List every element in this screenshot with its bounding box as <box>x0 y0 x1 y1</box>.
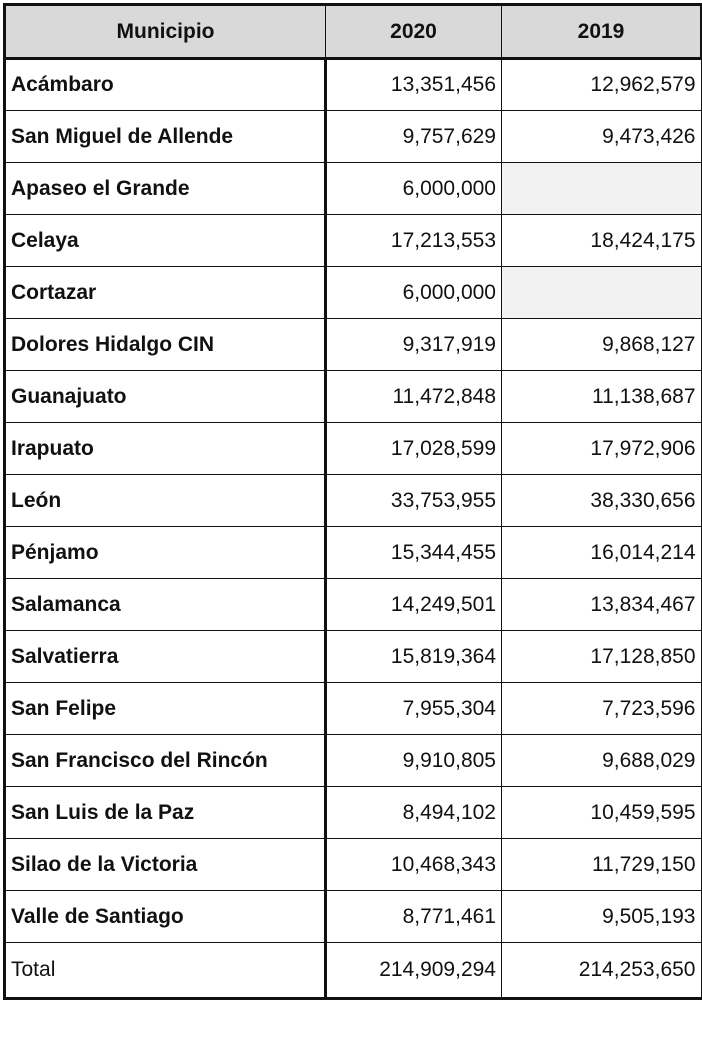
table-row <box>5 579 702 631</box>
table-row <box>5 267 702 319</box>
municipio-cell: Silao de la Victoria <box>5 839 326 891</box>
value-2020-cell: 33,753,955 <box>326 475 502 527</box>
value-2020-cell: 14,249,501 <box>326 579 502 631</box>
value-2020-cell: 10,468,343 <box>326 839 502 891</box>
table-row <box>5 839 702 891</box>
table-header-row <box>5 5 702 59</box>
value-2020-cell: 17,213,553 <box>326 215 502 267</box>
value-2020-cell: 13,351,456 <box>326 59 502 111</box>
municipio-cell: San Francisco del Rincón <box>5 735 326 787</box>
total-label: Total <box>5 943 326 999</box>
municipio-cell: Pénjamo <box>5 527 326 579</box>
value-2019-cell: 17,972,906 <box>502 423 702 475</box>
table-row <box>5 683 702 735</box>
value-2019-cell: 38,330,656 <box>502 475 702 527</box>
value-2019-cell: 10,459,595 <box>502 787 702 839</box>
municipio-cell: Cortazar <box>5 267 326 319</box>
municipio-cell: Guanajuato <box>5 371 326 423</box>
value-2020-cell: 9,757,629 <box>326 111 502 163</box>
total-2019: 214,253,650 <box>502 943 702 999</box>
value-2019-cell <box>502 267 702 319</box>
table-row <box>5 475 702 527</box>
municipio-cell: Salvatierra <box>5 631 326 683</box>
municipio-cell: Dolores Hidalgo CIN <box>5 319 326 371</box>
value-2020-cell: 8,494,102 <box>326 787 502 839</box>
header-2019: 2019 <box>502 5 702 59</box>
header-2020: 2020 <box>326 5 502 59</box>
value-2019-cell: 18,424,175 <box>502 215 702 267</box>
value-2019-cell: 11,729,150 <box>502 839 702 891</box>
table-row <box>5 163 702 215</box>
value-2019-cell: 13,834,467 <box>502 579 702 631</box>
value-2019-cell: 17,128,850 <box>502 631 702 683</box>
value-2020-cell: 11,472,848 <box>326 371 502 423</box>
municipio-table <box>3 3 702 1000</box>
value-2019-cell: 9,505,193 <box>502 891 702 943</box>
municipio-cell: Irapuato <box>5 423 326 475</box>
value-2019-cell: 11,138,687 <box>502 371 702 423</box>
table-row <box>5 423 702 475</box>
total-row <box>5 943 702 999</box>
value-2020-cell: 8,771,461 <box>326 891 502 943</box>
value-2020-cell: 6,000,000 <box>326 267 502 319</box>
header-municipio: Municipio <box>5 5 326 59</box>
municipio-cell: Valle de Santiago <box>5 891 326 943</box>
value-2020-cell: 9,317,919 <box>326 319 502 371</box>
value-2019-cell: 9,473,426 <box>502 111 702 163</box>
value-2020-cell: 17,028,599 <box>326 423 502 475</box>
total-2020: 214,909,294 <box>326 943 502 999</box>
municipio-cell: León <box>5 475 326 527</box>
table-row <box>5 527 702 579</box>
table-row <box>5 319 702 371</box>
value-2019-cell <box>502 163 702 215</box>
table-row <box>5 111 702 163</box>
value-2020-cell: 7,955,304 <box>326 683 502 735</box>
value-2019-cell: 16,014,214 <box>502 527 702 579</box>
value-2020-cell: 9,910,805 <box>326 735 502 787</box>
table-row <box>5 215 702 267</box>
table-row <box>5 59 702 111</box>
value-2019-cell: 7,723,596 <box>502 683 702 735</box>
municipio-cell: San Miguel de Allende <box>5 111 326 163</box>
municipio-cell: Acámbaro <box>5 59 326 111</box>
value-2019-cell: 9,868,127 <box>502 319 702 371</box>
table-row <box>5 735 702 787</box>
table-row <box>5 787 702 839</box>
value-2020-cell: 15,344,455 <box>326 527 502 579</box>
value-2020-cell: 6,000,000 <box>326 163 502 215</box>
table-row <box>5 891 702 943</box>
table-row <box>5 371 702 423</box>
value-2020-cell: 15,819,364 <box>326 631 502 683</box>
municipio-cell: Salamanca <box>5 579 326 631</box>
municipio-cell: San Luis de la Paz <box>5 787 326 839</box>
municipio-cell: San Felipe <box>5 683 326 735</box>
municipio-cell: Apaseo el Grande <box>5 163 326 215</box>
value-2019-cell: 12,962,579 <box>502 59 702 111</box>
value-2019-cell: 9,688,029 <box>502 735 702 787</box>
municipio-cell: Celaya <box>5 215 326 267</box>
table-row <box>5 631 702 683</box>
